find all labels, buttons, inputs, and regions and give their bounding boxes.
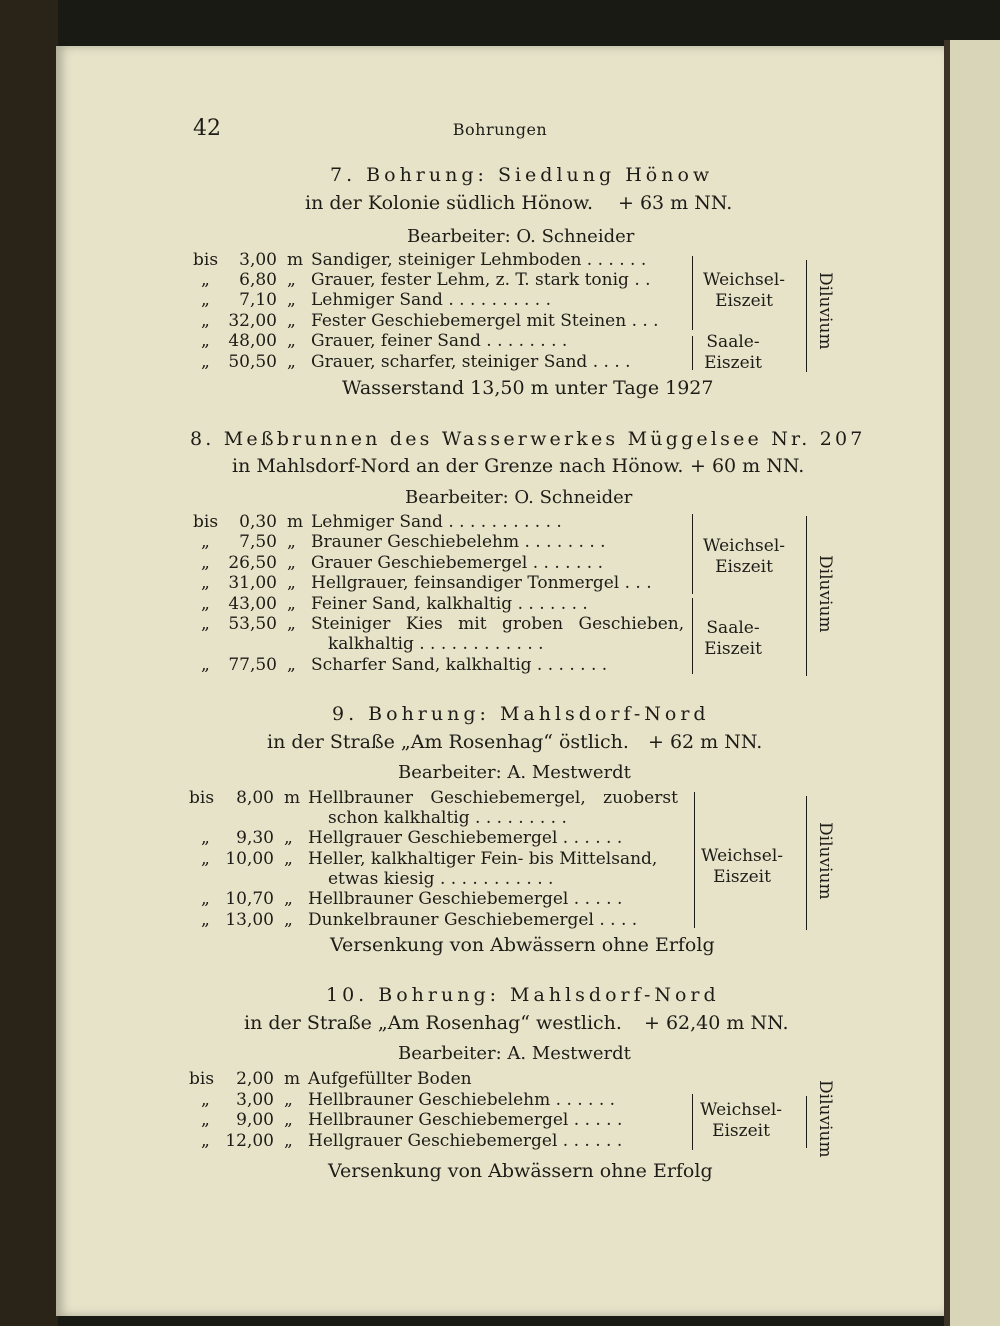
section-note: Wasserstand 13,50 m unter Tage 1927 — [342, 377, 714, 399]
brace-diluvium — [798, 516, 807, 676]
section-note: Versenkung von Abwässern ohne Erfolg — [328, 1160, 713, 1182]
section-height: + 60 m NN. — [690, 455, 805, 477]
section-height: + 62 m NN. — [648, 731, 763, 753]
section-title: 9. Bohrung: Mahlsdorf-Nord — [332, 703, 710, 725]
page-number: 42 — [193, 116, 221, 141]
section-title: 8. Meßbrunnen des Wasserwerkes Müggelsee Nr. 207 — [190, 428, 866, 450]
brace-diluvium — [798, 260, 807, 372]
section-subtitle: in der Straße „Am Rosenhag“ östlich. — [267, 731, 629, 753]
brace-diluvium — [798, 796, 807, 930]
section-author: Bearbeiter: O. Schneider — [407, 226, 635, 247]
book-binding-left — [0, 0, 58, 1326]
section-author: Bearbeiter: A. Mestwerdt — [398, 1043, 631, 1064]
section-note: Versenkung von Abwässern ohne Erfolg — [330, 934, 715, 956]
section-author: Bearbeiter: O. Schneider — [405, 487, 633, 508]
book-next-page-edge — [944, 40, 1000, 1326]
brace-diluvium — [798, 1096, 807, 1148]
period-label: Diluvium — [815, 822, 835, 900]
stage-label: Saale- Eiszeit — [704, 618, 762, 659]
brace-weichsel — [684, 514, 693, 594]
section-height: + 63 m NN. — [618, 192, 733, 214]
section-subtitle: in der Straße „Am Rosenhag“ westlich. — [244, 1012, 622, 1034]
section-author: Bearbeiter: A. Mestwerdt — [398, 762, 631, 783]
section-title: 7. Bohrung: Siedlung Hönow — [330, 164, 714, 186]
brace-weichsel — [684, 1094, 693, 1150]
brace-weichsel — [684, 256, 693, 330]
brace-saale — [684, 336, 693, 370]
stage-label: Weichsel- Eiszeit — [702, 536, 786, 577]
section-height: + 62,40 m NN. — [644, 1012, 789, 1034]
section-title: 10. Bohrung: Mahlsdorf-Nord — [326, 984, 720, 1006]
running-head: Bohrungen — [452, 120, 548, 139]
stage-label: Weichsel- Eiszeit — [700, 846, 784, 887]
stage-label: Weichsel- Eiszeit — [699, 1100, 783, 1141]
stage-label: Saale- Eiszeit — [704, 332, 762, 373]
period-label: Diluvium — [815, 555, 835, 633]
period-label: Diluvium — [815, 272, 835, 350]
period-label: Diluvium — [815, 1080, 835, 1158]
brace-saale — [684, 598, 693, 674]
brace-weichsel — [686, 792, 695, 928]
section-subtitle: in der Kolonie südlich Hönow. — [305, 192, 594, 214]
section-subtitle: in Mahlsdorf-Nord an der Grenze nach Hönow. — [232, 455, 684, 477]
stage-label: Weichsel- Eiszeit — [702, 270, 786, 311]
